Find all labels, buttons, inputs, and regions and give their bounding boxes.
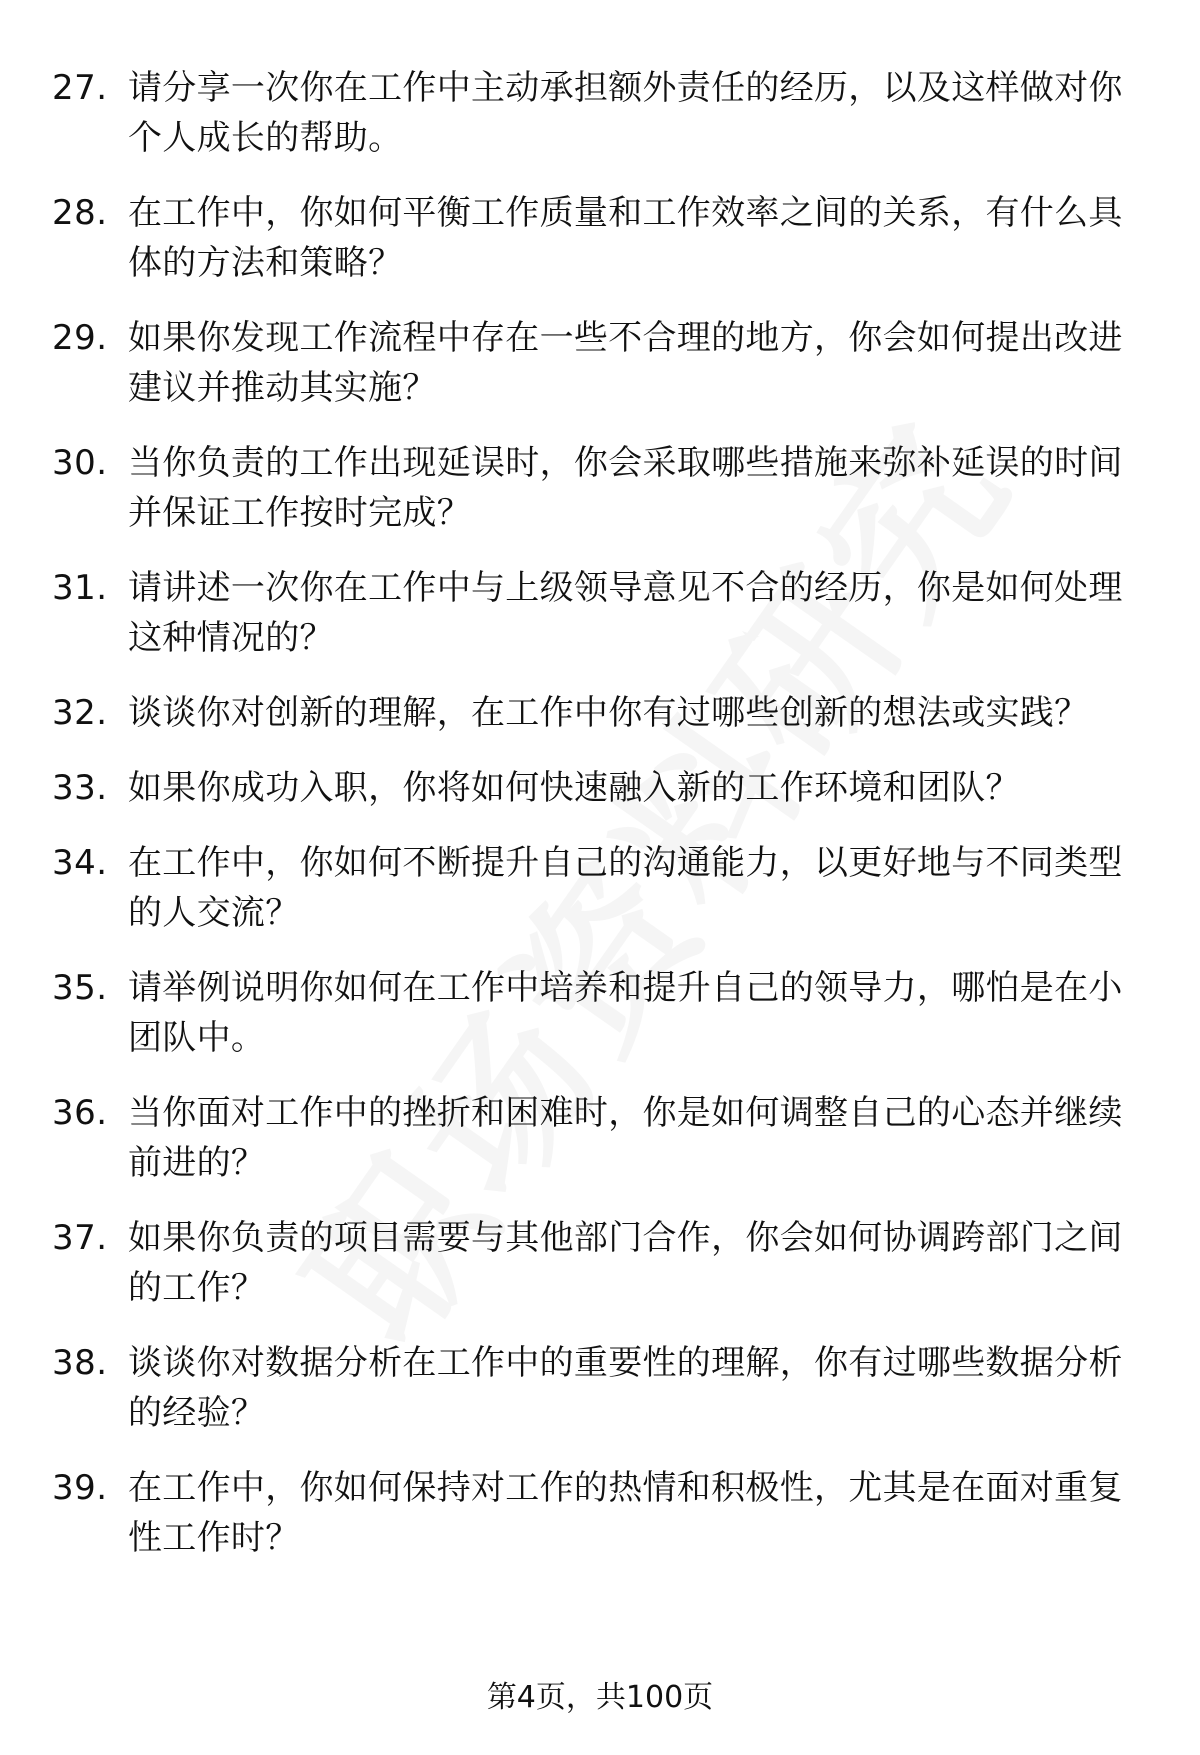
question-item [0, 763, 1200, 813]
question-item [0, 1463, 1200, 1563]
question-text: 当你负责的工作出现延误时，你会采取哪些措施来弥补延误的时间并保证工作按时完成？ [128, 443, 1123, 533]
question-item [0, 313, 1200, 413]
question-item [0, 63, 1200, 163]
question-list [0, 63, 1200, 1588]
question-number: 32. [52, 693, 108, 733]
question-number: 30. [52, 443, 108, 483]
question-text: 在工作中，你如何不断提升自己的沟通能力，以更好地与不同类型的人交流？ [128, 843, 1123, 933]
question-item [0, 963, 1200, 1063]
question-text: 请分享一次你在工作中主动承担额外责任的经历，以及这样做对你个人成长的帮助。 [128, 68, 1123, 158]
question-number: 37. [52, 1218, 108, 1258]
question-number: 31. [52, 568, 108, 608]
question-text: 在工作中，你如何平衡工作质量和工作效率之间的关系，有什么具体的方法和策略？ [128, 193, 1123, 283]
question-text: 请举例说明你如何在工作中培养和提升自己的领导力，哪怕是在小团队中。 [128, 968, 1123, 1058]
question-text: 请讲述一次你在工作中与上级领导意见不合的经历，你是如何处理这种情况的？ [128, 568, 1123, 658]
question-text: 如果你成功入职，你将如何快速融入新的工作环境和团队？ [128, 768, 1020, 808]
question-text: 谈谈你对创新的理解，在工作中你有过哪些创新的想法或实践？ [128, 693, 1089, 733]
page-footer: 第4页，共100页 [486, 1680, 714, 1715]
question-number: 27. [52, 68, 108, 108]
question-text: 谈谈你对数据分析在工作中的重要性的理解，你有过哪些数据分析的经验？ [128, 1343, 1123, 1433]
question-number: 33. [52, 768, 108, 808]
question-item [0, 838, 1200, 938]
question-text: 如果你负责的项目需要与其他部门合作，你会如何协调跨部门之间的工作？ [128, 1218, 1123, 1308]
question-number: 29. [52, 318, 108, 358]
question-item [0, 688, 1200, 738]
question-number: 38. [52, 1343, 108, 1383]
question-item [0, 438, 1200, 538]
question-number: 36. [52, 1093, 108, 1133]
question-text: 在工作中，你如何保持对工作的热情和积极性，尤其是在面对重复性工作时？ [128, 1468, 1123, 1558]
question-text: 当你面对工作中的挫折和困难时，你是如何调整自己的心态并继续前进的？ [128, 1093, 1123, 1183]
question-text: 如果你发现工作流程中存在一些不合理的地方，你会如何提出改进建议并推动其实施？ [128, 318, 1123, 408]
question-number: 35. [52, 968, 108, 1008]
question-item [0, 563, 1200, 663]
question-item [0, 188, 1200, 288]
question-number: 34. [52, 843, 108, 883]
question-number: 39. [52, 1468, 108, 1508]
question-item [0, 1213, 1200, 1313]
question-item [0, 1338, 1200, 1438]
question-number: 28. [52, 193, 108, 233]
question-item [0, 1088, 1200, 1188]
